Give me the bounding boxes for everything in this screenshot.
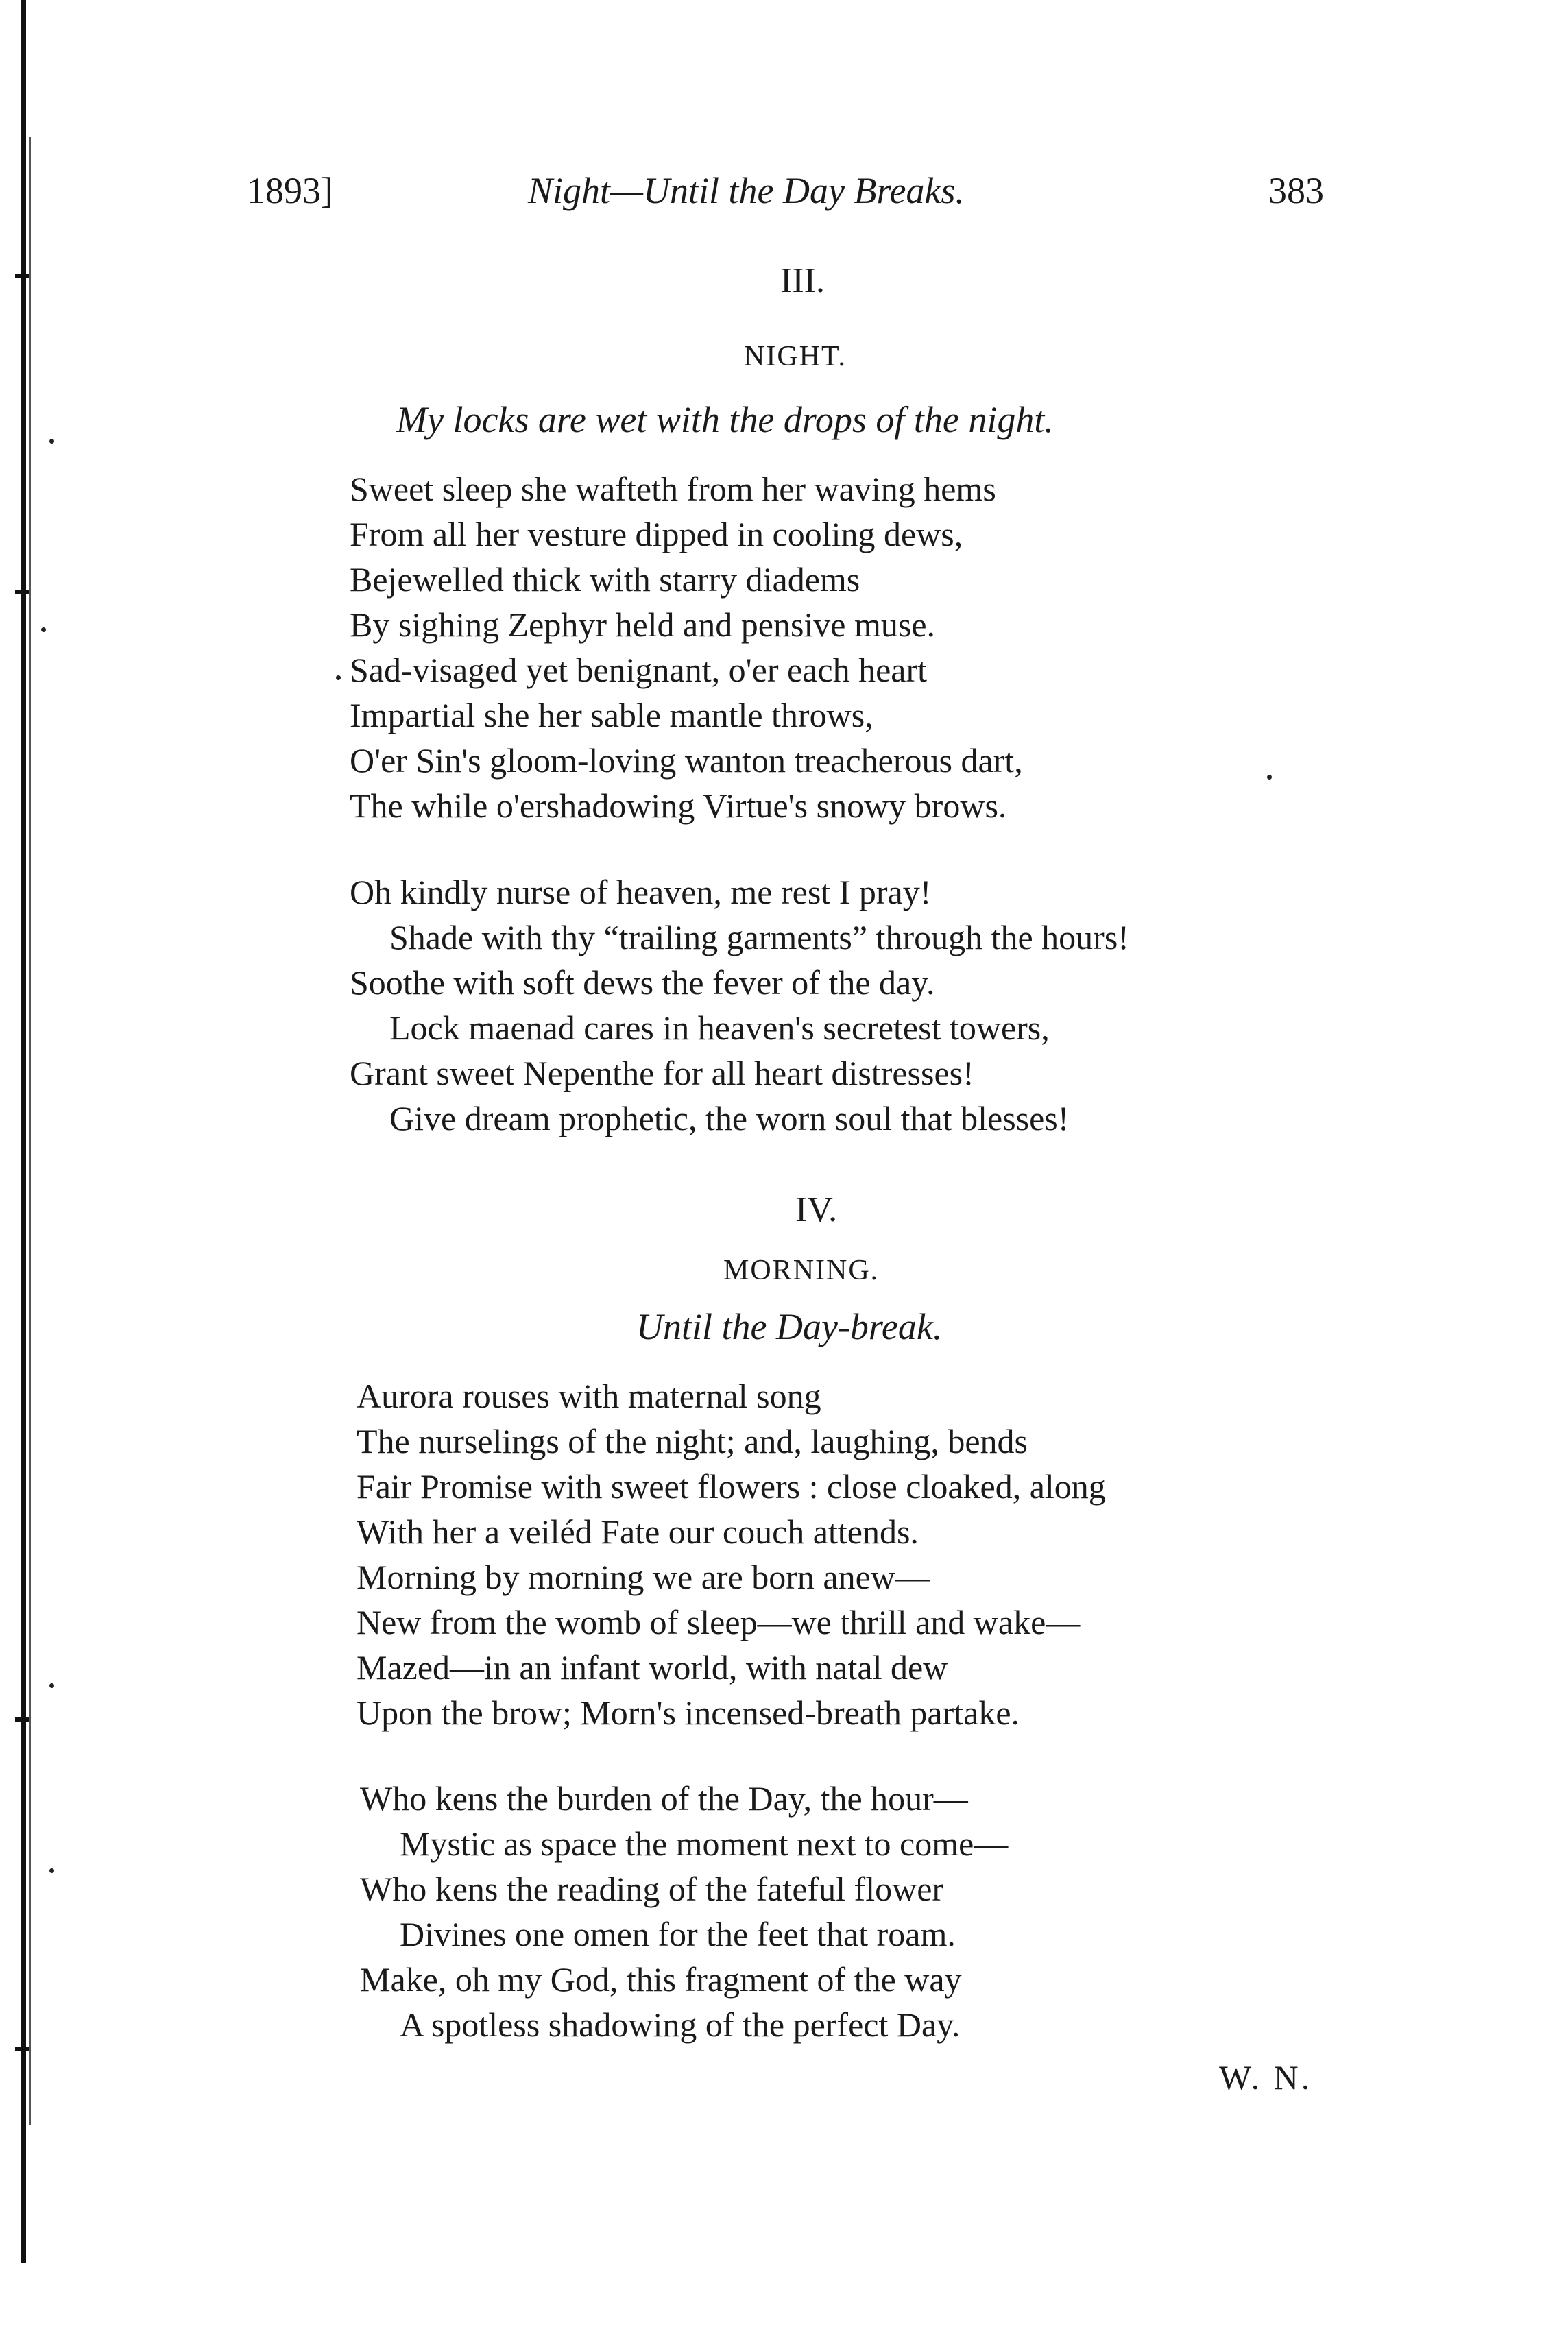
stanza xyxy=(360,1776,1008,2047)
poem-line: Shade with thy “trailing garments” through the hours! xyxy=(389,918,1129,956)
binding-tick xyxy=(15,590,29,594)
paper-speck xyxy=(1267,775,1272,780)
paper-speck xyxy=(49,1683,54,1688)
poem-line: By sighing Zephyr held and pensive muse. xyxy=(350,605,936,644)
paper-speck xyxy=(49,1868,54,1873)
binding-edge-shadow xyxy=(29,137,31,2125)
header-year: 1893] xyxy=(247,170,333,211)
paper-speck xyxy=(336,675,341,680)
poem-line: Who kens the reading of the fateful flower xyxy=(360,1870,944,1908)
poem-line: O'er Sin's gloom-loving wanton treacherous dart, xyxy=(350,741,1023,780)
poem-line: Bejewelled thick with starry diadems xyxy=(350,560,860,599)
poem-line: Upon the brow; Morn's incensed-breath partake. xyxy=(357,1693,1020,1732)
poem-line: Lock maenad cares in heaven's secretest towers, xyxy=(389,1009,1050,1047)
paper-speck xyxy=(49,439,54,444)
poem-line: Make, oh my God, this fragment of the way xyxy=(360,1960,962,1999)
poem-line: Impartial she her sable mantle throws, xyxy=(350,696,873,734)
stanza xyxy=(357,1373,1106,1735)
stanza xyxy=(350,869,1129,1141)
poem-line: Mystic as space the moment next to come— xyxy=(400,1824,1009,1863)
paper-speck xyxy=(41,627,46,632)
stanza xyxy=(350,466,1023,828)
poem-line: Sad-visaged yet benignant, o'er each heart xyxy=(350,651,927,689)
header-title: Night—Until the Day Breaks. xyxy=(528,170,965,211)
poem-line: Mazed—in an infant world, with natal dew xyxy=(357,1648,948,1687)
author-signature: W. N. xyxy=(1219,2058,1313,2097)
poem-line: Who kens the burden of the Day, the hour— xyxy=(360,1779,968,1818)
poem-line: Grant sweet Nepenthe for all heart distresses! xyxy=(350,1054,974,1092)
poem-line: New from the womb of sleep—we thrill and wake— xyxy=(357,1603,1081,1641)
poem-line: Soothe with soft dews the fever of the day. xyxy=(350,963,935,1002)
poem-line: Oh kindly nurse of heaven, me rest I pray! xyxy=(350,873,932,911)
binding-tick xyxy=(15,2047,29,2051)
poem-line: Divines one omen for the feet that roam. xyxy=(400,1915,956,1953)
poem-line: Morning by morning we are born anew— xyxy=(357,1558,930,1596)
poem-line: Fair Promise with sweet flowers : close cloaked, along xyxy=(357,1467,1106,1506)
poem-line: From all her vesture dipped in cooling dews, xyxy=(350,515,963,553)
binding-edge xyxy=(21,0,26,2263)
binding-tick xyxy=(15,1717,29,1722)
poem-line: The nurselings of the night; and, laughing, bends xyxy=(357,1422,1028,1460)
section-epigraph: Until the Day-break. xyxy=(636,1306,943,1347)
poem-line: The while o'ershadowing Virtue's snowy brows. xyxy=(350,786,1007,825)
binding-tick xyxy=(15,274,29,278)
poem-line: Aurora rouses with maternal song xyxy=(357,1377,821,1415)
section-number: III. xyxy=(780,261,825,300)
section-number: IV. xyxy=(795,1190,838,1229)
section-title: NIGHT. xyxy=(744,341,847,372)
section-epigraph: My locks are wet with the drops of the night. xyxy=(396,399,1054,440)
section-title: MORNING. xyxy=(723,1255,880,1286)
poem-line: With her a veiléd Fate our couch attends. xyxy=(357,1512,919,1551)
page-number: 383 xyxy=(1268,170,1324,211)
poem-line: Sweet sleep she wafteth from her waving hems xyxy=(350,470,996,508)
poem-line: A spotless shadowing of the perfect Day. xyxy=(400,2005,961,2044)
poem-line: Give dream prophetic, the worn soul that blesses! xyxy=(389,1099,1070,1137)
